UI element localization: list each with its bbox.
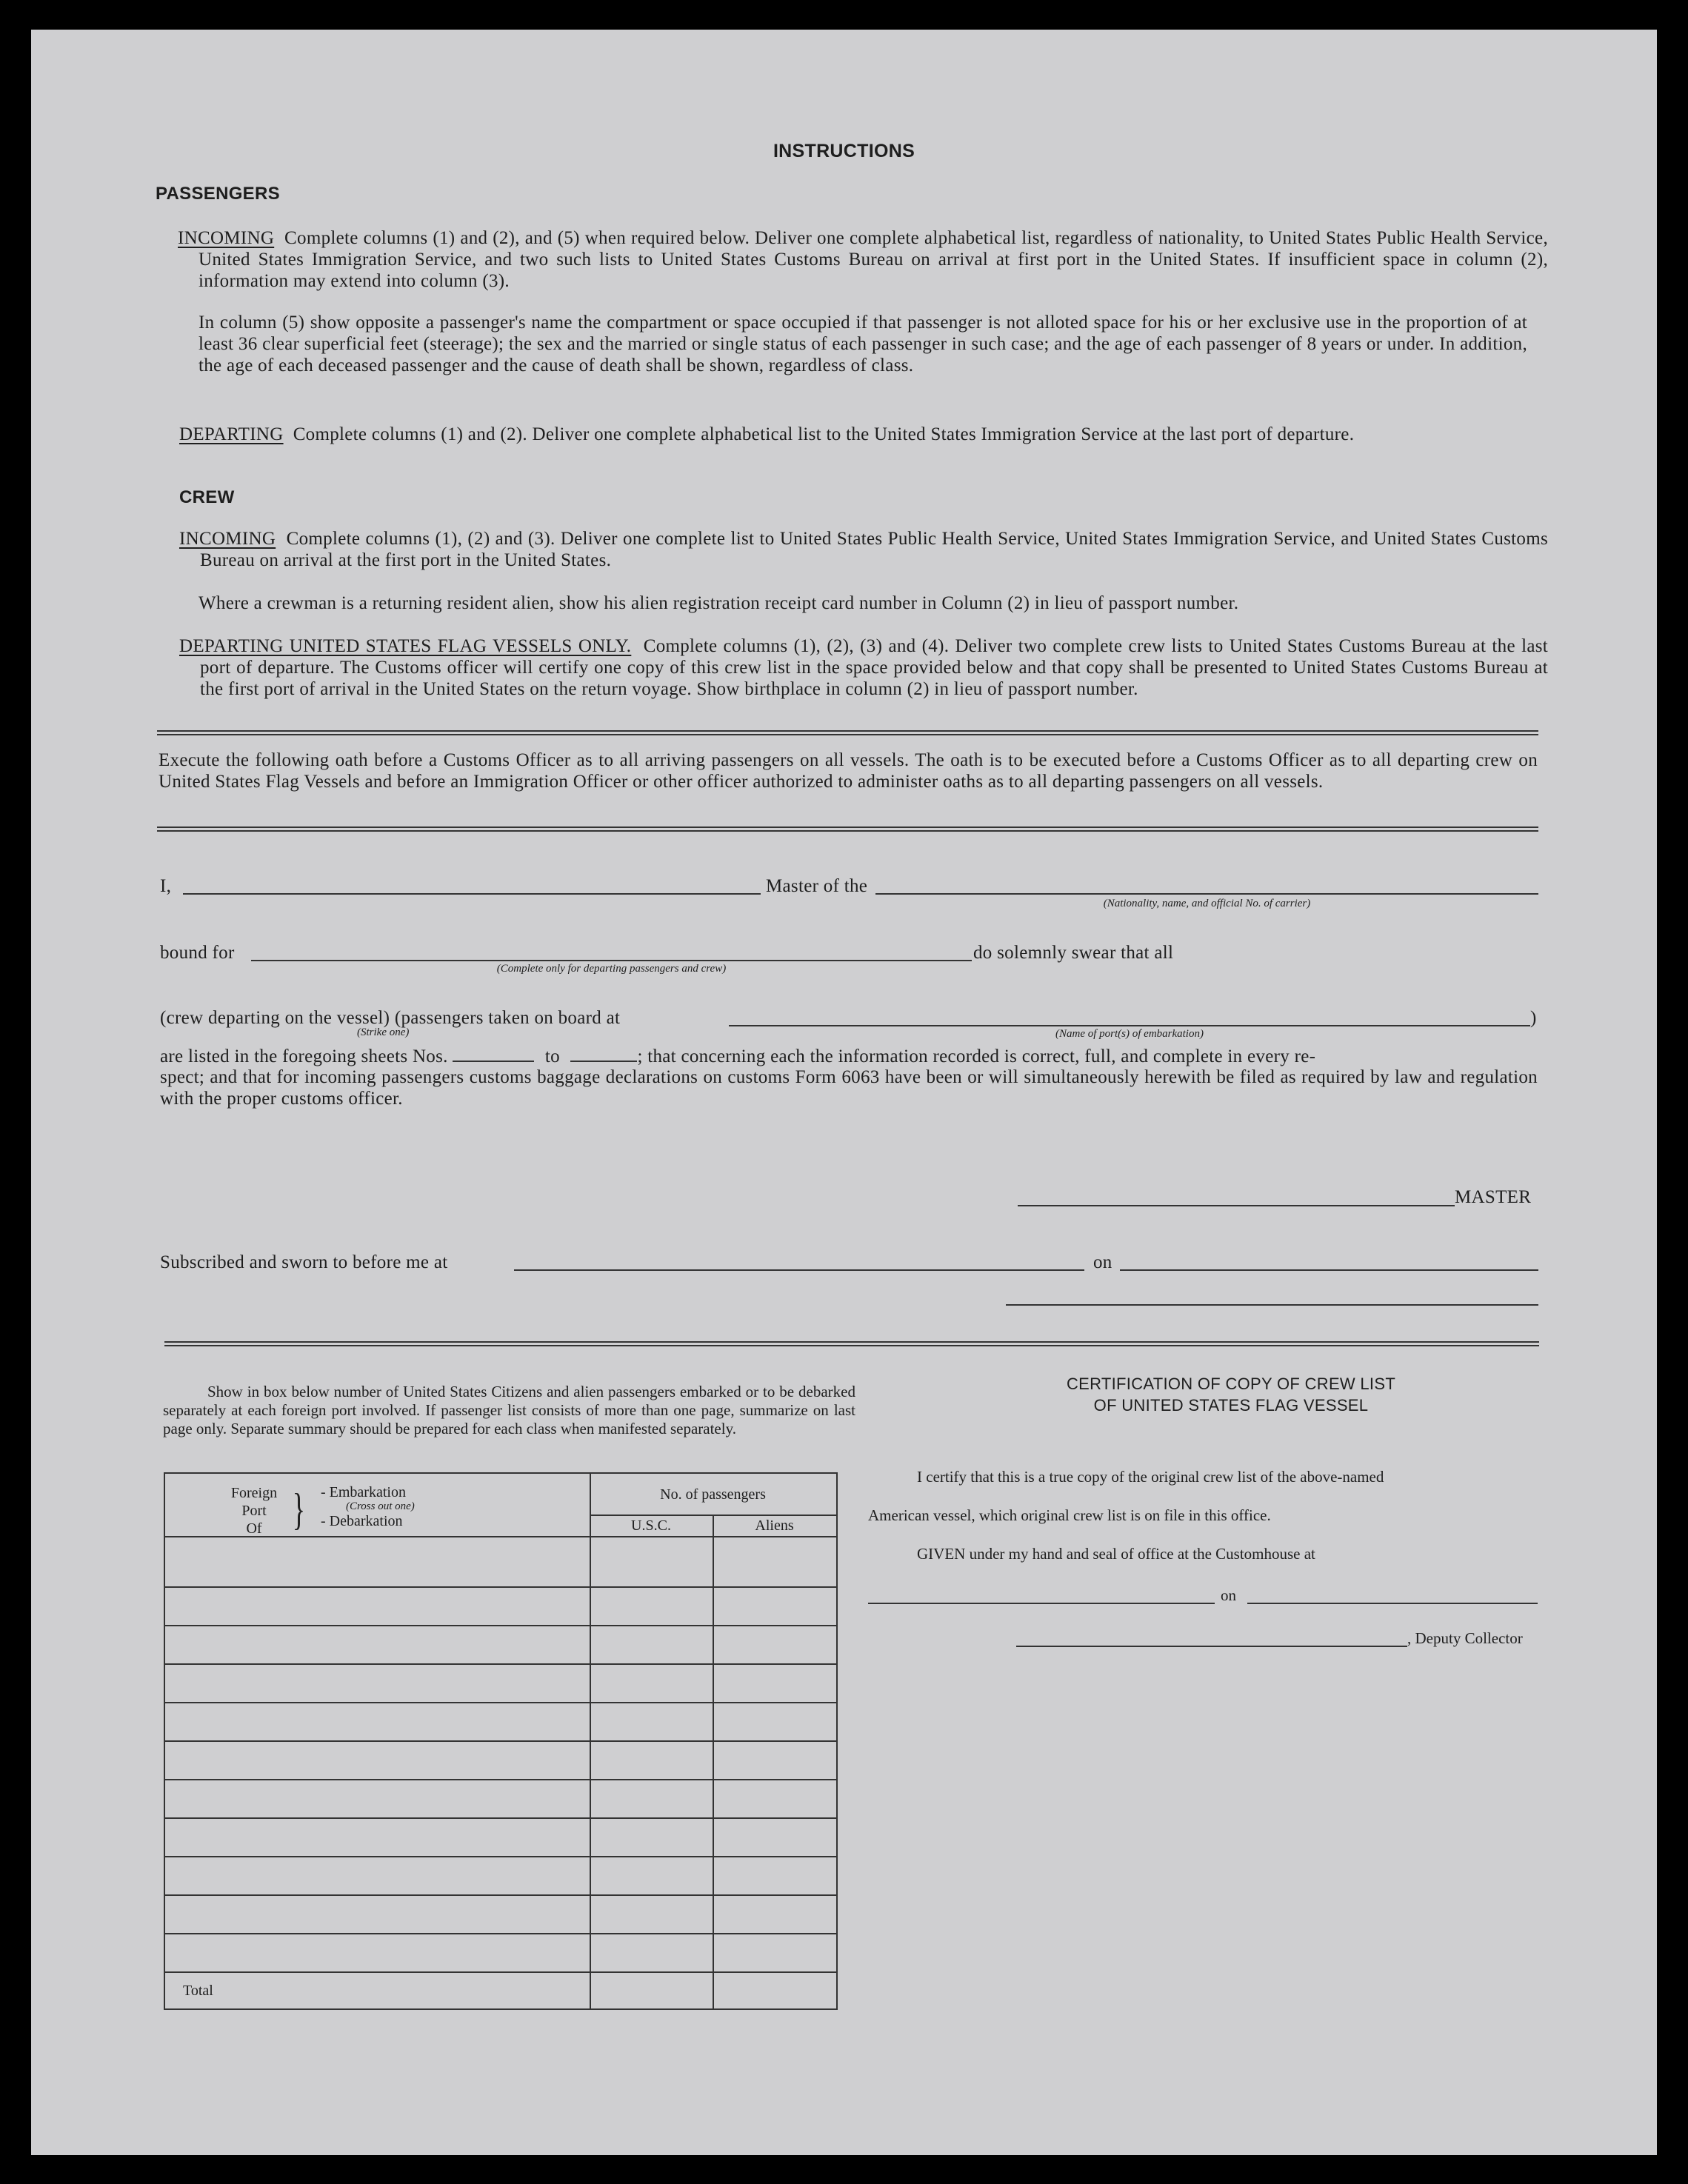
carrier-caption: (Nationality, name, and official No. of carrier): [1103, 898, 1311, 909]
master-signature-field[interactable]: [1018, 1205, 1455, 1206]
crew-departing-text: Complete columns (1), (2), (3) and (4). Deliver two complete crew lists to United States Customs Bureau at the last port of departure. The Customs officer will certify one copy of this crew list in the space provided below and that copy shall be presented to United States Customs Bureau at the first port of arrival in the United States on the return voyage. Show birthplace in column (2) in lieu of passport number.: [200, 636, 1548, 699]
strike-one-caption: (Strike one): [357, 1026, 410, 1038]
sworn-on-label: on: [1093, 1252, 1112, 1272]
listed-text-b: ; that concerning each the information recorded is correct, full, and complete in every re-: [637, 1046, 1316, 1066]
passengers-departing-text: Complete columns (1) and (2). Deliver one complete alphabetical list to the United States Immigration Service at the last port of departure.: [293, 424, 1355, 444]
passengers-departing-label: DEPARTING: [179, 424, 284, 444]
sheet-from-field[interactable]: [453, 1047, 534, 1062]
oath-i-label: I,: [160, 876, 172, 896]
sworn-location-field[interactable]: [514, 1269, 1084, 1271]
bound-for-label: bound for: [160, 943, 235, 963]
close-paren: ): [1530, 1008, 1537, 1028]
listed-line: [160, 1046, 1315, 1067]
certification-title-line1: CERTIFICATION OF COPY OF CREW LIST: [1066, 1375, 1396, 1393]
ports-caption: (Name of port(s) of embarkation): [1055, 1028, 1204, 1040]
row-line-10: [165, 1933, 836, 1934]
sheet-to-field[interactable]: [570, 1047, 637, 1062]
row-line-5: [165, 1740, 836, 1742]
passengers-column5-paragraph: In column (5) show opposite a passenger's name the compartment or space occupied if that passenger is not alloted space for his or her exclusive use in the proportion of at least 36 clear superficial feet (steerage); the sex and the married or single status of each passenger in such case; and the age of each passenger of 8 years or under. In addition, the age of each deceased passenger and the cause of death shall be shown, regardless of class.: [199, 313, 1527, 375]
row-line-7: [165, 1817, 836, 1819]
listed-rest-paragraph: spect; and that for incoming passengers customs baggage declarations on customs Form 6063 have been or will simultaneously herewith be filed as required by law and regulation with the proper customs officer.: [160, 1067, 1538, 1109]
deputy-collector-signature-field[interactable]: [1016, 1646, 1407, 1647]
header-embark-debark: [321, 1484, 415, 1529]
oath-intro-paragraph: Execute the following oath before a Customs Officer as to all arriving passengers on all vessels. The oath is to be executed before a Customs Officer as to all departing crew on United States Flag Vessels and before an Immigration Officer or other officer authorized to administer oaths as to all departing passengers on all vessels.: [159, 750, 1538, 792]
header-cross-out: (Cross out one): [346, 1500, 415, 1512]
ports-of-embarkation-field[interactable]: [729, 1025, 1530, 1026]
row-line-2: [165, 1625, 836, 1626]
row-line-6: [165, 1779, 836, 1780]
header-brace: }: [292, 1485, 306, 1534]
header-no-of-passengers: No. of passengers: [660, 1486, 766, 1503]
listed-to: to: [544, 1046, 560, 1066]
swear-text: do solemnly swear that all: [973, 943, 1174, 963]
summary-instructions: Show in box below number of United States Citizens and alien passengers embarked or to be debarked separately at each foreign port involved. If passenger list consists of more than one page, summarize on last page only. Separate summary should be prepared for each class when manifested separately.: [163, 1383, 855, 1437]
form-sheet: [31, 30, 1657, 2155]
header-foreign-port-of: [224, 1484, 284, 1537]
divider-double-3: [164, 1341, 1539, 1346]
header-debarkation: - Debarkation: [321, 1513, 403, 1529]
row-line-9: [165, 1894, 836, 1896]
listed-text-a: are listed in the foregoing sheets Nos.: [160, 1046, 448, 1066]
passengers-incoming-paragraph: [178, 227, 1548, 292]
row-line-4: [165, 1702, 836, 1703]
row-line-11: [165, 1971, 836, 1973]
customhouse-location-field[interactable]: [868, 1603, 1215, 1604]
passengers-departing-paragraph: [179, 424, 1548, 445]
crew-resident-paragraph: Where a crewman is a returning resident alien, show his alien registration receipt card number in Column (2) in lieu of passport number.: [199, 593, 1239, 613]
header-embarkation: - Embarkation: [321, 1484, 406, 1500]
certification-on-label: on: [1221, 1586, 1236, 1604]
crew-departing-label: DEPARTING UNITED STATES FLAG VESSELS ONLY.: [179, 636, 632, 656]
header-of: Of: [246, 1520, 262, 1537]
header-port: Port: [241, 1503, 267, 1519]
subscribed-label: Subscribed and sworn to before me at: [160, 1252, 448, 1272]
crew-heading: CREW: [179, 487, 235, 507]
sworn-date-field[interactable]: [1120, 1269, 1538, 1271]
total-label: Total: [183, 1983, 213, 1999]
deputy-collector-label: , Deputy Collector: [1407, 1629, 1523, 1647]
carrier-field[interactable]: [875, 893, 1538, 895]
officer-signature-field[interactable]: [1006, 1304, 1538, 1306]
crew-incoming-label: INCOMING: [179, 529, 276, 549]
master-of-the-label: Master of the: [766, 876, 868, 896]
instructions-title: INSTRUCTIONS: [773, 141, 915, 161]
header-aliens: Aliens: [755, 1517, 794, 1534]
divider-double-1: [157, 730, 1538, 735]
header-usc: U.S.C.: [631, 1517, 671, 1534]
row-line-8: [165, 1856, 836, 1857]
certification-title-line2: OF UNITED STATES FLAG VESSEL: [1093, 1396, 1369, 1415]
master-name-field[interactable]: [183, 893, 761, 895]
certification-date-field[interactable]: [1247, 1603, 1538, 1604]
table-hline-sub: [590, 1515, 836, 1516]
bound-for-field[interactable]: [251, 960, 972, 961]
crew-incoming-text: Complete columns (1), (2) and (3). Deliver one complete list to United States Public Health Service, United States Immigration Service, and United States Customs Bureau on arrival at the first port in the United States.: [200, 529, 1548, 570]
bound-for-caption: (Complete only for departing passengers and crew): [496, 963, 727, 975]
divider-double-2: [157, 826, 1538, 832]
crew-incoming-paragraph: [179, 528, 1548, 571]
given-text: GIVEN under my hand and seal of office at the Customhouse at: [917, 1545, 1315, 1563]
certify-text: I certify that this is a true copy of the original crew list of the above-named: [917, 1468, 1384, 1486]
row-line-3: [165, 1663, 836, 1665]
passenger-summary-table: [164, 1472, 838, 2010]
master-label: MASTER: [1455, 1187, 1532, 1207]
certification-title: [950, 1373, 1512, 1416]
passengers-heading: PASSENGERS: [156, 184, 280, 204]
passengers-incoming-text: Complete columns (1) and (2), and (5) when required below. Deliver one complete alphabetical list, regardless of nationality, to United States Public Health Service, United States Immigration Service, and two such lists to United States Customs Bureau on arrival at first port in the United States. If insufficient space in column (2), information may extend into column (3).: [199, 228, 1548, 291]
row-line-1: [165, 1586, 836, 1588]
american-vessel-text: American vessel, which original crew list is on file in this office.: [868, 1506, 1271, 1524]
crew-departing-passengers-label: (crew departing on the vessel) (passengers taken on board at: [160, 1008, 621, 1028]
header-foreign: Foreign: [230, 1485, 278, 1501]
crew-departing-paragraph: [179, 635, 1548, 700]
passengers-incoming-label: INCOMING: [178, 228, 275, 248]
